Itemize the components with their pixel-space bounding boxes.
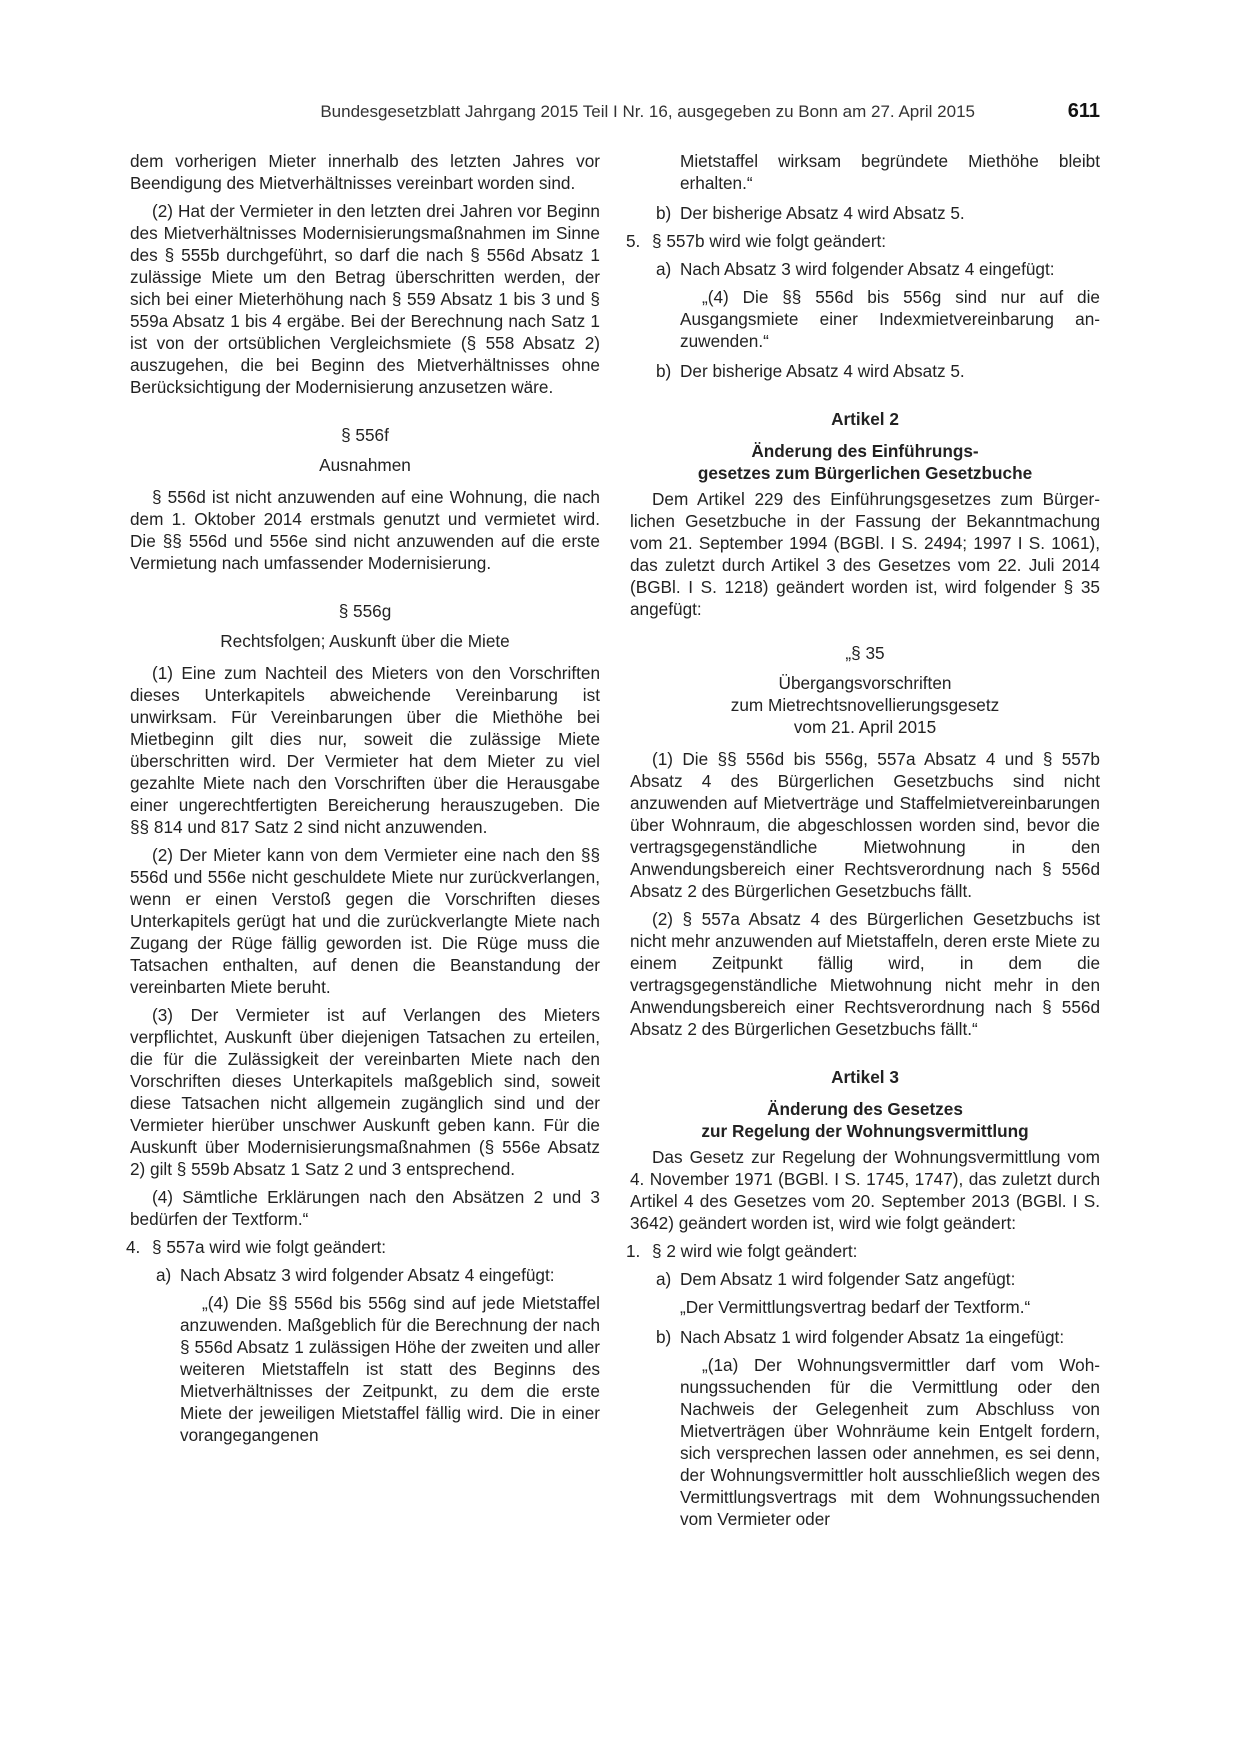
paragraph-abs2: (2) Hat der Vermieter in den letzten drei Jahren vor Beginn des Mietverhältnisses Modernisierungsmaßnahmen im Sinne des § 555b durchgeführt, so darf die nach § 556d Absatz 1 zulässige Miete um den Betrag überschritten werden, der sich bei einer Mieterhöhung nach § 559 Absatz 1 bis 3 und § 559a Absatz 1 bis 4 ergäbe. Bei der Berechnung nach Satz 1 ist von der ortsüblichen Vergleichsmiete (§ 558 Absatz 2) auszugehen, die bei Beginn des Mietverhältnisses ohne Berücksichtigung der Modernisierung anzusetzen wäre. xyxy=(130,201,600,397)
section-35-abs1: (1) Die §§ 556d bis 556g, 557a Absatz 4 und § 557b Absatz 4 des Bürgerlichen Gesetzbuchs sind nicht anzuwenden auf Mietverträge und Staffelmietvereinbarungen über Wohnraum, die abgeschlossen worden sind, bevor die vertragsgegenständliche Mietwohnung in den Anwendungsbereich einer Rechtsverordnung nach § 556d Absatz 2 des Bürgerlichen Gesetzbuchs fällt. xyxy=(630,749,1100,901)
article-3-title xyxy=(630,1098,1100,1142)
article-3-label: Artikel 3 xyxy=(831,1067,899,1087)
list-item-text: § 557b wird wie folgt geändert: xyxy=(652,231,887,251)
inserted-quote-557b: „(4) Die §§ 556d bis 556g sind nur auf die Ausgangsmiete einer Indexmietvereinbarung anzuwenden.“ xyxy=(680,287,1100,351)
left-column xyxy=(126,150,600,1454)
section-556g-abs4: (4) Sämtliche Erklärungen nach den Absätzen 2 und 3 bedürfen der Textform.“ xyxy=(130,1187,600,1229)
inserted-quote-557a: „(4) Die §§ 556d bis 556g sind auf jede Mietstaffel anzuwenden. Maßgeblich für die Berechnung der nach § 556d Absatz 1 zulässigen Höhe der zweiten und aller weiteren Mietstaffeln ist statt des Beginns des Mietverhältnisses der Zeitpunkt, zu dem die erste Miete der jeweiligen Mietstaffel fällig wird. Die in einer vorangegangenen xyxy=(180,1293,600,1445)
article-2-title xyxy=(630,440,1100,484)
gazette-header-title: Bundesgesetzblatt Jahrgang 2015 Teil I Nr. 16, ausgegeben zu Bonn am 27. April 2015 xyxy=(320,102,975,121)
article-2-title-line1: Änderung des Einführungs- xyxy=(751,441,979,461)
list-item-text: Der bisherige Absatz 4 wird Absatz 5. xyxy=(680,361,965,381)
list-marker: b) xyxy=(656,1327,672,1347)
right-column xyxy=(626,150,1100,1538)
list-marker: 5. xyxy=(626,231,641,251)
section-556g-title: Rechtsfolgen; Auskunft über die Miete xyxy=(220,631,510,651)
list-subitem-1b xyxy=(630,1326,1100,1348)
list-item-5 xyxy=(626,230,1100,252)
list-item-1 xyxy=(626,1240,1100,1262)
inserted-quote-abs1a: „(1a) Der Wohnungsvermittler darf vom Wohnungssuchenden für die Vermittlung oder den Nachweis der Gelegenheit zum Abschluss von Mietverträgen über Wohnräume kein Entgelt fordern, sich versprechen lassen oder annehmen, es sei denn, der Wohnungsvermittler holt ausschließlich wegen des Vermittlungsvertrags mit dem Wohnungssuchenden vom Vermieter oder xyxy=(680,1355,1100,1529)
article-2-text: Dem Artikel 229 des Einführungsgesetzes zum Bürgerlichen Gesetzbuche in der Fassung der Bekanntmachung vom 21. September 1994 (BGBl. I S. 2494; 1997 I S. 1061), das zuletzt durch Artikel 3 des Gesetzes vom 22. Juli 2014 (BGBl. I S. 1218) geändert worden ist, wird folgender § 35 angefügt: xyxy=(630,489,1100,619)
section-556g-abs3: (3) Der Vermieter ist auf Verlangen des Mieters verpflichtet, Auskunft über diejenigen Tatsachen zu erteilen, die für die Zulässigkeit der vereinbarten Miete nach den Vorschriften dieses Unterkapitels maßgeblich sind, soweit diese Tatsachen nicht allgemein zugänglich sind und der Vermieter hierüber unschwer Auskunft geben kann. Für die Auskunft über Modernisierungsmaßnahmen (§ 556e Absatz 2) gilt § 559b Absatz 1 Satz 2 und 3 entsprechend. xyxy=(130,1005,600,1179)
list-subitem-4a xyxy=(130,1264,600,1286)
list-item-text: Nach Absatz 3 wird folgender Absatz 4 eingefügt: xyxy=(180,1265,555,1285)
paragraph-continuation: dem vorherigen Mieter innerhalb des letzten Jahres vor Beendigung des Mietverhältnisses vereinbart worden sind. xyxy=(130,151,600,193)
section-556f-text: § 556d ist nicht anzuwenden auf eine Wohnung, die nach dem 1. Oktober 2014 erstmals genutzt und vermietet wird. Die §§ 556d und 556e sind nicht anzuwenden auf die erste Vermietung nach umfassender Modernisierung. xyxy=(130,487,600,573)
section-556g-abs1: (1) Eine zum Nachteil des Mieters von den Vorschriften dieses Unterkapitels abweichende Vereinbarung ist unwirksam. Für Vereinbarungen über die Miethöhe bei Mietbeginn gilt dies nur, soweit die zulässige Miete überschritten wird. Der Vermieter hat dem Mieter zu viel gezahlte Miete nach den Vorschriften über die Herausgabe einer ungerechtfertigten Bereicherung herauszugeben. Die §§ 814 und 817 Satz 2 sind nicht anzuwenden. xyxy=(130,663,600,837)
list-subitem-1a xyxy=(630,1268,1100,1290)
section-556f-title: Ausnahmen xyxy=(319,455,411,475)
article-3-title-line2: zur Regelung der Wohnungsvermittlung xyxy=(701,1121,1029,1141)
section-35-abs2: (2) § 557a Absatz 4 des Bürgerlichen Gesetzbuchs ist nicht mehr anzuwenden auf Mietstaffeln, deren erste Miete zu einem Zeitpunkt fällig wird, in dem die vertragsgegenständliche Mietwohnung nicht mehr in den Anwendungsbereich einer Rechtsverordnung nach § 556d Absatz 2 des Bürgerlichen Gesetzbuchs fällt.“ xyxy=(630,909,1100,1039)
article-3-title-line1: Änderung des Gesetzes xyxy=(767,1099,963,1119)
section-556g-abs2: (2) Der Mieter kann von dem Vermieter eine nach den §§ 556d und 556e nicht geschuldete Miete nur zurückverlangen, wenn er einen Verstoß gegen die Vorschriften dieses Unterkapitels gerügt hat und die zurückverlangte Miete nach Zugang der Rüge fällig geworden ist. Die Rüge muss die Tatsachen enthalten, auf denen die Beanstandung der vereinbarten Miete beruht. xyxy=(130,845,600,997)
list-item-text: Der bisherige Absatz 4 wird Absatz 5. xyxy=(680,203,965,223)
list-marker: a) xyxy=(156,1265,172,1285)
article-2-label: Artikel 2 xyxy=(831,409,899,429)
quote-continuation: Mietstaffel wirksam begründete Miethöhe bleibt erhalten.“ xyxy=(680,151,1100,193)
section-35-title-line2: zum Mietrechtsnovellierungsgesetz xyxy=(730,695,1000,715)
list-item-text: Nach Absatz 1 wird folgender Absatz 1a eingefügt: xyxy=(680,1327,1065,1347)
list-subitem-5b xyxy=(630,360,1100,382)
section-556f-number: § 556f xyxy=(341,425,389,445)
list-subitem-4b xyxy=(630,202,1100,224)
section-35-title-line3: vom 21. April 2015 xyxy=(793,717,937,737)
list-subitem-5a xyxy=(630,258,1100,280)
list-item-text: Dem Absatz 1 wird folgender Satz angefügt: xyxy=(680,1269,1016,1289)
section-35-number: „§ 35 xyxy=(845,643,885,663)
section-556g-number: § 556g xyxy=(338,601,392,621)
inserted-quote-textform: „Der Vermittlungsvertrag bedarf der Textform.“ xyxy=(680,1297,1031,1317)
page-number: 611 xyxy=(1067,100,1100,122)
list-marker: a) xyxy=(656,1269,672,1289)
list-marker: 4. xyxy=(126,1237,141,1257)
section-35-title-line1: Übergangsvorschriften xyxy=(778,673,952,693)
list-item-text: § 2 wird wie folgt geändert: xyxy=(652,1241,858,1261)
list-marker: 1. xyxy=(626,1241,641,1261)
list-item-text: Nach Absatz 3 wird folgender Absatz 4 eingefügt: xyxy=(680,259,1055,279)
list-item-text: § 557a wird wie folgt geändert: xyxy=(152,1237,387,1257)
list-marker: a) xyxy=(656,259,672,279)
article-3-text: Das Gesetz zur Regelung der Wohnungsvermittlung vom 4. November 1971 (BGBl. I S. 1745, 1747), das zuletzt durch Artikel 4 des Gesetzes vom 20. September 2013 (BGBl. I S. 3642) geändert worden ist, wird wie folgt geändert: xyxy=(630,1147,1100,1233)
article-2-title-line2: gesetzes zum Bürgerlichen Gesetzbuche xyxy=(697,463,1033,483)
list-item-4 xyxy=(126,1236,600,1258)
list-marker: b) xyxy=(656,361,672,381)
list-marker: b) xyxy=(656,203,672,223)
page-header xyxy=(130,100,1100,126)
